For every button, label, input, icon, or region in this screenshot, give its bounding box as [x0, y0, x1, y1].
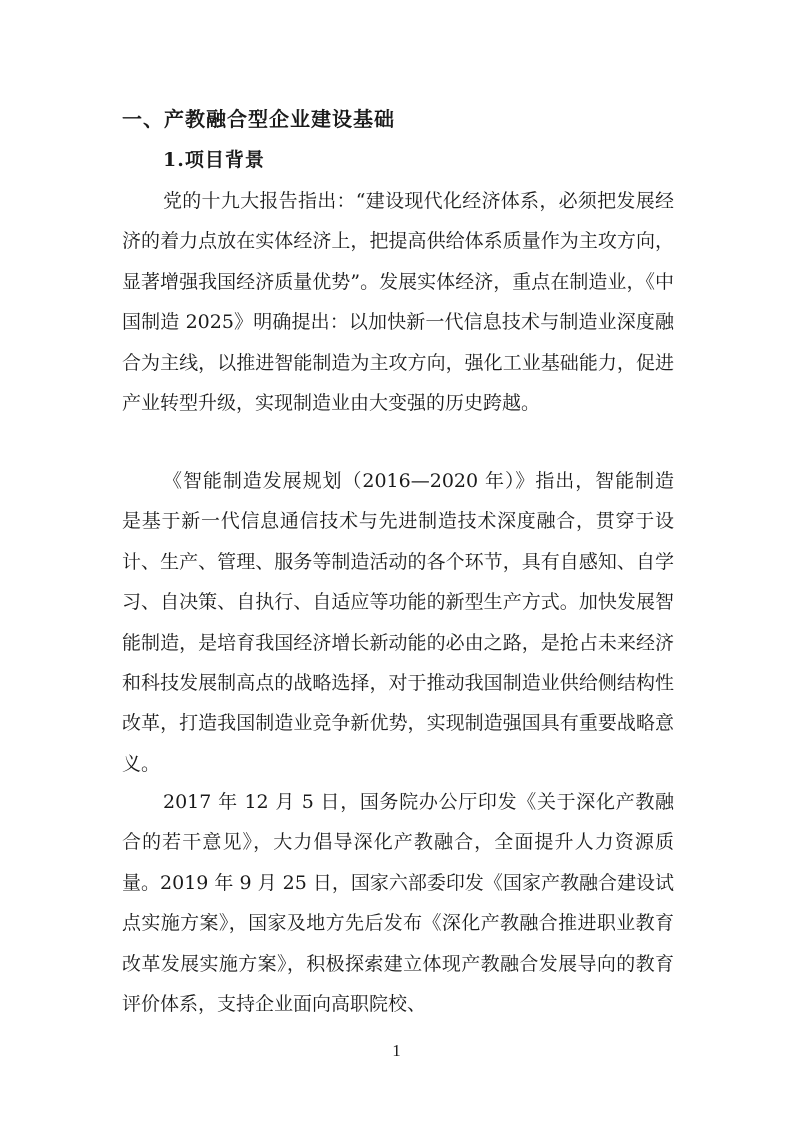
subsection-heading: 1.项目背景	[163, 149, 265, 171]
paragraph-background-2: 《智能制造发展规划（2016—2020 年）》指出，智能制造是基于新一代信息通信技术与先进制造技术深度融合，贯穿于设计、生产、管理、服务等制造活动的各个环节，具有自感知、自学习、自决策、自执行、自适应等功能的新型生产方式。加快发展智能制造，是培育我国经济增长新动能的必由之路，是抢占未来经济和科技发展制高点的战略选择，对于推动我国制造业供给侧结构性改革，打造我国制造业竞争新优势，实现制造强国具有重要战略意义。	[122, 470, 674, 775]
section-heading: 一、产教融合型企业建设基础	[122, 107, 395, 131]
paragraph-background-1: 党的十九大报告指出：“建设现代化经济体系，必须把发展经济的着力点放在实体经济上，把提高供给体系质量作为主攻方向，显著增强我国经济质量优势”。发展实体经济，重点在制造业，《中国制造 2025》明确提出：以加快新一代信息技术与制造业深度融合为主线，以推进智能制造为主攻方向，强化工业基础能力，促进产业转型升级，实现制造业由大变强的历史跨越。	[122, 190, 674, 415]
page-number: 1	[392, 1041, 401, 1060]
paragraph-background-3: 2017 年 12 月 5 日，国务院办公厅印发《关于深化产教融合的若干意见》，大力倡导深化产教融合，全面提升人力资源质量。2019 年 9 月 25 日，国家六部委印发《国家产教融合建设试点实施方案》，国家及地方先后发布《深化产教融合推进职业教育改革发展实施方案》，积极探索建立体现产教融合发展导向的教育评价体系，支持企业面向高职院校、	[122, 791, 674, 1016]
